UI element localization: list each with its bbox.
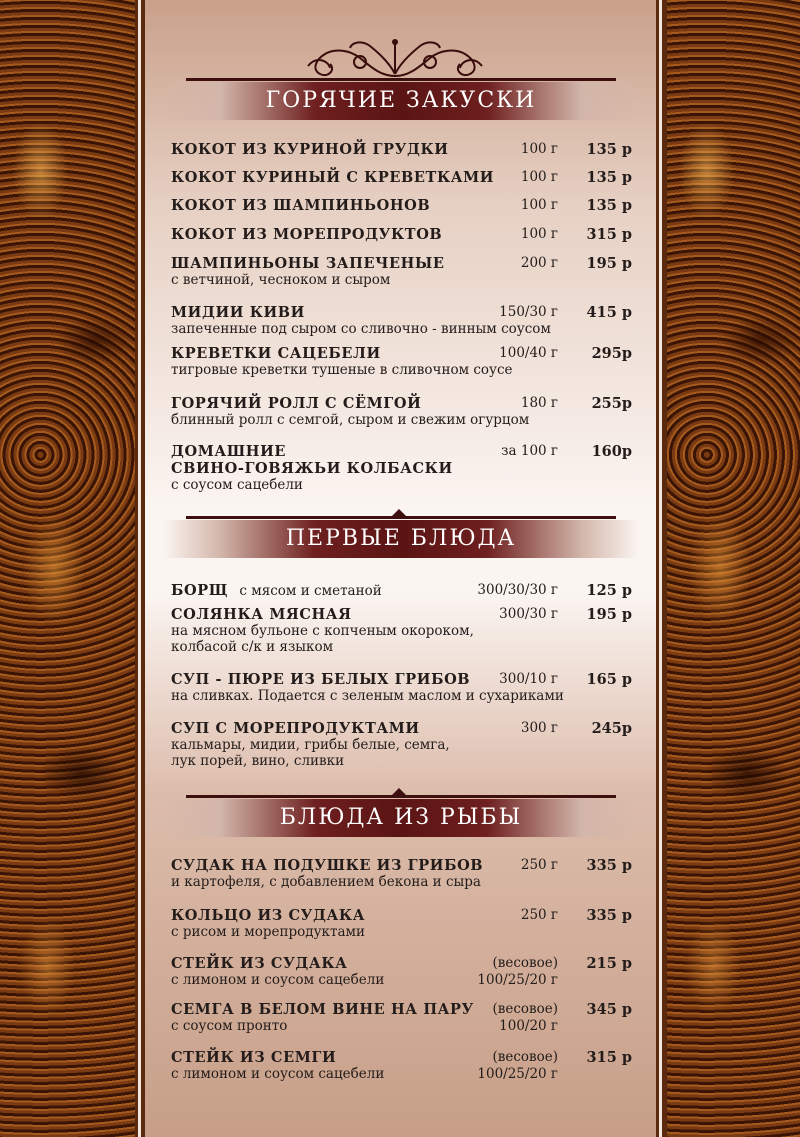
menu-item <box>171 226 636 243</box>
right-rail <box>659 0 662 1137</box>
menu-item <box>171 671 636 704</box>
item-price: 255р <box>591 395 632 412</box>
item-name: КОКОТ ИЗ КУРИНОЙ ГРУДКИ <box>171 141 449 158</box>
item-description: с лимоном и соусом сацебели <box>171 972 385 988</box>
item-description-line-2: лук порей, вино, сливки <box>171 753 345 769</box>
item-name: СОЛЯНКА МЯСНАЯ <box>171 606 352 623</box>
header-rule <box>186 795 616 798</box>
item-weight <box>492 1001 558 1035</box>
item-weight: 300/10 г <box>499 671 558 687</box>
item-price: 195 р <box>586 606 632 623</box>
menu-item <box>171 255 636 288</box>
item-weight: 100/40 г <box>499 345 558 361</box>
menu-item <box>171 1049 636 1082</box>
left-rail <box>138 0 141 1137</box>
item-description: запеченные под сыром со сливочно - винным соусом <box>171 321 551 337</box>
item-name: СУДАК НА ПОДУШКЕ ИЗ ГРИБОВ <box>171 857 484 874</box>
item-weight: за 100 г <box>501 443 558 459</box>
item-name: ГОРЯЧИЙ РОЛЛ С СЁМГОЙ <box>171 395 422 412</box>
section-title: БЛЮДА ИЗ РЫБЫ <box>279 805 523 830</box>
item-weight: 100 г <box>520 141 558 157</box>
menu-item <box>171 443 636 493</box>
item-description: на сливках. Подается с зеленым маслом и сухариками <box>171 688 564 704</box>
item-name: ДОМАШНИЕ <box>171 443 287 460</box>
item-price: 165 р <box>586 671 632 688</box>
item-weight: 100 г <box>520 226 558 242</box>
header-rule <box>186 78 616 81</box>
item-name: МИДИИ КИВИ <box>171 304 305 321</box>
item-name: КРЕВЕТКИ САЦЕБЕЛИ <box>171 345 381 362</box>
item-description: с ветчиной, чесноком и сыром <box>171 272 391 288</box>
item-weight-note: (весовое) <box>492 1049 558 1065</box>
item-description: и картофеля, с добавлением бекона и сыра <box>171 874 481 890</box>
item-name: СТЕЙК ИЗ СЕМГИ <box>171 1049 337 1066</box>
item-name: КОКОТ КУРИНЫЙ С КРЕВЕТКАМИ <box>171 169 495 186</box>
item-weight-value: 100/25/20 г <box>477 1066 558 1082</box>
menu-item <box>171 606 636 655</box>
item-description: тигровые креветки тушеные в сливочном соусе <box>171 362 513 378</box>
item-description: кальмары, мидии, грибы белые, семга, <box>171 737 450 753</box>
item-weight-value: 100/25/20 г <box>477 972 558 988</box>
item-price: 215 р <box>586 955 632 972</box>
paisley-background-left <box>0 0 135 1137</box>
item-price: 345 р <box>586 1001 632 1018</box>
item-description-line-2: колбасой с/к и языком <box>171 639 334 655</box>
item-description: с соусом сацебели <box>171 477 303 493</box>
item-price: 135 р <box>586 197 632 214</box>
menu-item <box>171 955 636 988</box>
section-header-first-courses <box>163 520 639 558</box>
menu-item <box>171 907 636 940</box>
item-description: блинный ролл с семгой, сыром и свежим огурцом <box>171 412 530 428</box>
item-description: с лимоном и соусом сацебели <box>171 1066 385 1082</box>
item-price: 335 р <box>586 907 632 924</box>
item-name: БОРЩ <box>171 582 229 599</box>
item-name: СУП С МОРЕПРОДУКТАМИ <box>171 720 420 737</box>
item-weight: 100 г <box>520 169 558 185</box>
item-price: 315 р <box>586 226 632 243</box>
item-weight: 100 г <box>520 197 558 213</box>
item-weight: 300 г <box>520 720 558 736</box>
section-title: ПЕРВЫЕ БЛЮДА <box>285 526 517 551</box>
menu-item <box>171 395 636 428</box>
item-weight: 250 г <box>520 857 558 873</box>
item-weight: 180 г <box>520 395 558 411</box>
item-price: 295р <box>591 345 632 362</box>
item-weight <box>477 1049 558 1083</box>
item-price: 160р <box>591 443 632 460</box>
item-weight: 200 г <box>520 255 558 271</box>
section-header-fish-dishes <box>163 799 639 837</box>
item-description: на мясном бульоне с копченым окороком, <box>171 623 474 639</box>
item-name: КОКОТ ИЗ ШАМПИНЬОНОВ <box>171 197 431 214</box>
section-header-hot-appetizers <box>163 82 639 120</box>
item-name: КОЛЬЦО ИЗ СУДАКА <box>171 907 366 924</box>
item-name: СЕМГА В БЕЛОМ ВИНЕ НА ПАРУ <box>171 1001 474 1018</box>
item-price: 415 р <box>586 304 632 321</box>
item-description: с соусом пронто <box>171 1018 288 1034</box>
item-name-line-2: СВИНО-ГОВЯЖЬИ КОЛБАСКИ <box>171 460 453 477</box>
item-name: СУП - ПЮРЕ ИЗ БЕЛЫХ ГРИБОВ <box>171 671 471 688</box>
header-rule <box>186 516 616 519</box>
menu-item <box>171 197 636 214</box>
item-weight-note: (весовое) <box>492 1001 558 1017</box>
flourish-ornament-icon <box>300 36 490 80</box>
menu-item <box>171 582 636 600</box>
paisley-background-right <box>667 0 800 1137</box>
menu-item <box>171 720 636 769</box>
item-price: 125 р <box>586 582 632 599</box>
item-name: КОКОТ ИЗ МОРЕПРОДУКТОВ <box>171 226 443 243</box>
menu-item <box>171 345 636 378</box>
item-price: 245р <box>591 720 632 737</box>
item-weight: 150/30 г <box>499 304 558 320</box>
menu-item <box>171 1001 636 1034</box>
item-weight: 250 г <box>520 907 558 923</box>
item-weight <box>477 955 558 989</box>
item-price: 335 р <box>586 857 632 874</box>
item-weight-note: (весовое) <box>492 955 558 971</box>
item-price: 195 р <box>586 255 632 272</box>
menu-item <box>171 169 636 186</box>
menu-item <box>171 304 636 337</box>
item-price: 135 р <box>586 141 632 158</box>
section-title: ГОРЯЧИЕ ЗАКУСКИ <box>265 88 537 113</box>
item-price: 315 р <box>586 1049 632 1066</box>
item-name: ШАМПИНЬОНЫ ЗАПЕЧЕНЫЕ <box>171 255 445 272</box>
item-price: 135 р <box>586 169 632 186</box>
item-weight: 300/30 г <box>499 606 558 622</box>
item-description: с рисом и морепродуктами <box>171 924 365 940</box>
item-description: с мясом и сметаной <box>239 583 382 599</box>
item-name: СТЕЙК ИЗ СУДАКА <box>171 955 348 972</box>
item-weight: 300/30/30 г <box>477 582 558 598</box>
menu-item <box>171 857 636 890</box>
item-weight-value: 100/20 г <box>499 1018 558 1034</box>
menu-item <box>171 141 636 158</box>
